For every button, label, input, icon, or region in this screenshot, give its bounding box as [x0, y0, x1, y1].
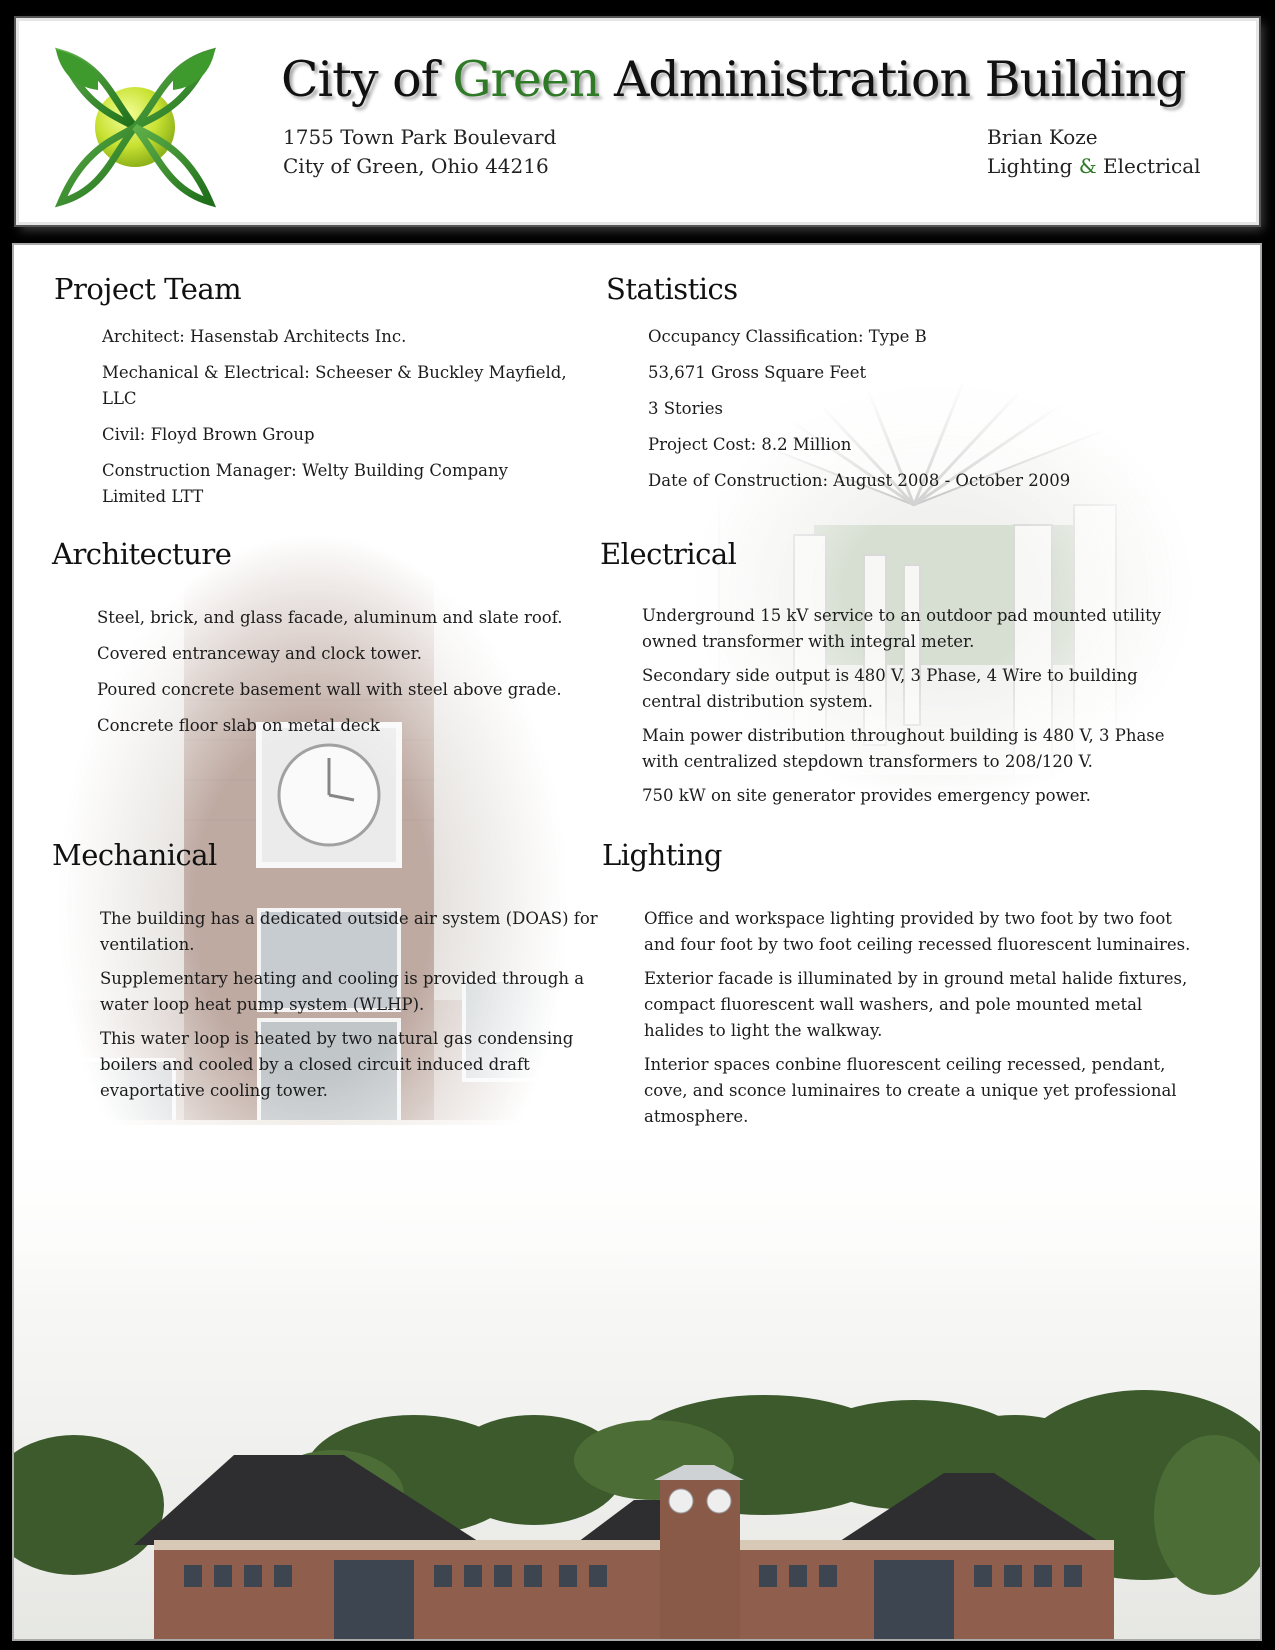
- list-item: 3 Stories: [648, 399, 724, 418]
- list-item: This water loop is heated by two natural gas condensing boilers and cooled by a closed circuit induced draft evaportative cooling tower.: [100, 1029, 574, 1100]
- architecture-section: [52, 537, 592, 749]
- electrical-section: [600, 537, 1200, 817]
- project-team-heading: Project Team: [54, 272, 242, 306]
- address-line-2: City of Green, Ohio 44216: [283, 154, 549, 178]
- lighting-section: [602, 838, 1192, 1138]
- electrical-heading: Electrical: [600, 537, 737, 571]
- list-item: Secondary side output is 480 V, 3 Phase, 4 Wire to building central distribution system.: [642, 666, 1138, 711]
- address-line-1: 1755 Town Park Boulevard: [283, 125, 557, 149]
- list-item: Covered entranceway and clock tower.: [97, 644, 422, 663]
- list-item: Architect: Hasenstab Architects Inc.: [102, 327, 407, 346]
- building-exterior-photo: [14, 1125, 1262, 1641]
- project-team-section: [54, 272, 574, 520]
- list-item: The building has a dedicated outside air system (DOAS) for ventilation.: [100, 909, 598, 954]
- list-item: Civil: Floyd Brown Group: [102, 425, 315, 444]
- list-item: Interior spaces conbine fluorescent ceiling recessed, pendant, cove, and sconce luminaires to create a unique yet professional atmosphere.: [644, 1055, 1177, 1126]
- list-item: Poured concrete basement wall with steel above grade.: [97, 680, 562, 699]
- statistics-section: [606, 272, 1166, 504]
- author-role: Lighting & Electrical: [987, 154, 1201, 178]
- lighting-heading: Lighting: [602, 838, 722, 872]
- page-title: City of Green Administration Building: [281, 51, 1186, 108]
- list-item: Underground 15 kV service to an outdoor pad mounted utility owned transformer with integral meter.: [642, 606, 1162, 651]
- header-banner: [16, 18, 1259, 225]
- list-item: Office and workspace lighting provided by two foot by two foot and four foot by two foot ceiling recessed fluorescent luminaires.: [644, 909, 1191, 954]
- list-item: Date of Construction: August 2008 - October 2009: [648, 471, 1071, 490]
- title-green-word: Green: [452, 51, 600, 108]
- content-panel: [12, 243, 1262, 1641]
- author-name: Brian Koze: [987, 125, 1098, 149]
- list-item: 750 kW on site generator provides emergency power.: [642, 786, 1091, 805]
- list-item: Project Cost: 8.2 Million: [648, 435, 852, 454]
- list-item: Steel, brick, and glass facade, aluminum and slate roof.: [97, 608, 563, 627]
- statistics-heading: Statistics: [606, 272, 738, 306]
- mechanical-section: [52, 838, 612, 1112]
- list-item: Construction Manager: Welty Building Company Limited LTT: [102, 461, 508, 506]
- list-item: Concrete floor slab on metal deck: [97, 716, 380, 735]
- leaf-x-logo-icon: [53, 45, 218, 210]
- list-item: Supplementary heating and cooling is provided through a water loop heat pump system (WLHP).: [100, 969, 585, 1014]
- list-item: Main power distribution throughout building is 480 V, 3 Phase with centralized stepdown transformers to 208/120 V.: [642, 726, 1165, 771]
- mechanical-heading: Mechanical: [52, 838, 217, 872]
- list-item: 53,671 Gross Square Feet: [648, 363, 867, 382]
- architecture-heading: Architecture: [52, 537, 232, 571]
- list-item: Occupancy Classification: Type B: [648, 327, 927, 346]
- list-item: Mechanical & Electrical: Scheeser & Buckley Mayfield, LLC: [102, 363, 567, 408]
- list-item: Exterior facade is illuminated by in ground metal halide fixtures, compact fluorescent wall washers, and pole mounted metal halides to light the walkway.: [644, 969, 1188, 1040]
